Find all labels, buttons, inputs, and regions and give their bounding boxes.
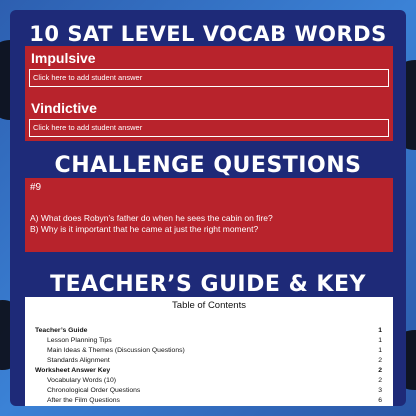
toc-page: 2 [378,357,382,364]
toc-label: Worksheet Answer Key [35,367,111,374]
toc-row [47,377,382,385]
question-number: #9 [30,182,42,193]
toc-label: Chronological Order Questions [47,387,141,394]
toc-row [47,397,382,405]
toc-row [35,327,382,335]
toc-page: 1 [378,327,382,334]
challenge-heading: CHALLENGE QUESTIONS [54,153,362,178]
toc-page: 1 [378,347,382,354]
toc-row [47,337,382,345]
toc-label: Lesson Planning Tips [47,337,112,344]
toc-page: 2 [378,377,382,384]
student-answer-field[interactable]: Click here to add student answer [29,119,389,137]
toc-title: Table of Contents [172,300,246,311]
toc-page: 1 [378,337,382,344]
toc-label: After the Film Questions [47,397,120,404]
toc-label: Teacher’s Guide [35,327,88,334]
toc-row [47,387,382,395]
question-a: A) What does Robyn’s father do when he sees the cabin on fire? [30,213,273,223]
student-answer-field[interactable]: Click here to add student answer [29,69,389,87]
toc-row [47,357,382,365]
vocab-heading: 10 SAT LEVEL VOCAB WORDS [29,22,387,46]
worksheet-panel [10,10,406,406]
toc-page: 2 [378,367,382,374]
guide-heading: TEACHER’S GUIDE & KEY [50,272,366,297]
vocab-word: Impulsive [31,50,96,66]
toc-label: Main Ideas & Themes (Discussion Questions) [47,347,185,354]
question-b: B) Why is it important that he came at just the right moment? [30,224,259,234]
challenge-box[interactable] [25,178,393,252]
table-of-contents [25,297,393,406]
vocab-item [25,46,393,92]
toc-label: Vocabulary Words (10) [47,377,117,384]
toc-row [47,347,382,355]
toc-label: Standards Alignment [47,357,110,364]
vocab-list [25,46,393,141]
toc-page: 3 [378,387,382,394]
vocab-word: Vindictive [31,100,97,116]
toc-row [35,367,382,375]
toc-page: 6 [378,397,382,404]
vocab-item [25,92,393,141]
